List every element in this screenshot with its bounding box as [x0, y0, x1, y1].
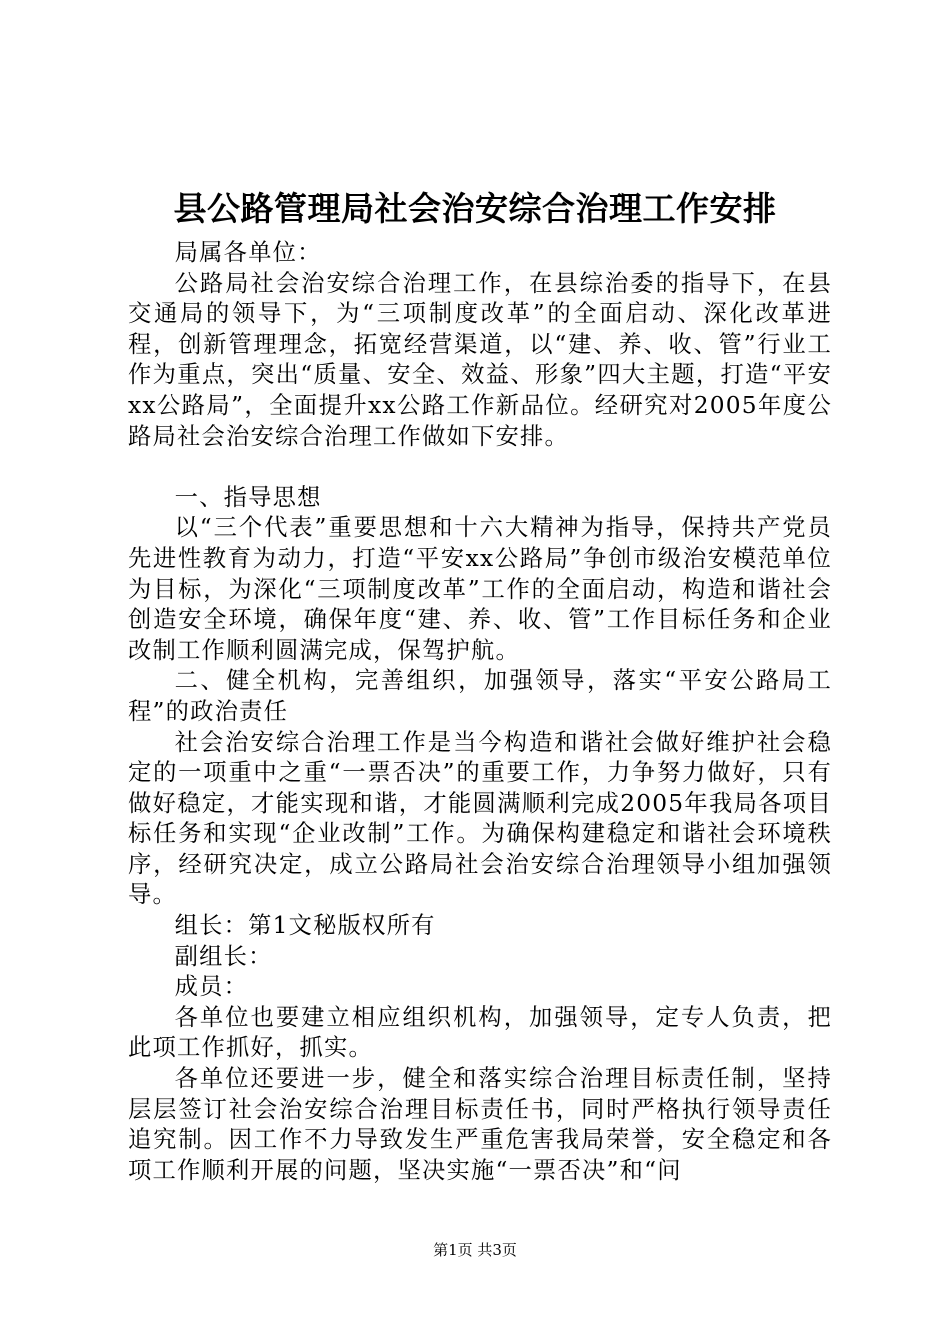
paragraph-intro: 公路局社会治安综合治理工作，在县综治委的指导下，在县交通局的领导下，为“三项制度改革”的全面启动、深化改革进程，创新管理理念，拓宽经营渠道，以“建、养、收、管”行业工作为重点，突出“质量、安全、效益、形象”四大主题，打造“平安xx公路局”，全面提升xx公路工作新品位。经研究对2005年度公路局社会治安综合治理工作做如下安排。	[128, 269, 832, 450]
paragraph-organization: 社会治安综合治理工作是当今构造和谐社会做好维护社会稳定的一项重中之重“一票否决”的重要工作，力争努力做好，只有做好稳定，才能实现和谐，才能圆满顺利完成2005年我局各项目标任务和实现“企业改制”工作。为确保构建稳定和谐社会环境秩序，经研究决定，成立公路局社会治安综合治理领导小组加强领导。	[128, 728, 832, 909]
page-footer: 第1页 共3页	[433, 1241, 517, 1259]
paragraph-responsibility: 各单位还要进一步，健全和落实综合治理目标责任制，坚持层层签订社会治安综合治理目标责任书，同时严格执行领导责任追究制。因工作不力导致发生严重危害我局荣誉，安全稳定和各项工作顺利开展的问题，坚决实施“一票否决”和“问	[128, 1065, 832, 1184]
document-title: 县公路管理局社会治安综合治理工作安排	[173, 189, 777, 228]
paragraph-guiding-ideology: 以“三个代表”重要思想和十六大精神为指导，保持共产党员先进性教育为动力，打造“平安xx公路局”争创市级治安模范单位为目标，为深化“三项制度改革”工作的全面启动，构造和谐社会创造安全环境，确保年度“建、养、收、管”工作目标任务和企业改制工作顺利圆满完成，保驾护航。	[128, 514, 832, 664]
group-leader-line: 组长：第1文秘版权所有	[174, 912, 436, 940]
section-heading-2: 二、健全机构，完善组织，加强领导，落实“平安公路局工程”的政治责任	[128, 667, 832, 725]
members-line: 成员：	[174, 973, 249, 1001]
salutation: 局属各单位：	[174, 239, 322, 266]
blank-line	[128, 452, 832, 483]
document-body	[128, 238, 832, 1186]
paragraph-units-organization: 各单位也要建立相应组织机构，加强领导，定专人负责，把此项工作抓好，抓实。	[128, 1003, 832, 1062]
deputy-leader-line: 副组长：	[174, 942, 273, 970]
section-heading-1: 一、指导思想	[174, 483, 322, 511]
